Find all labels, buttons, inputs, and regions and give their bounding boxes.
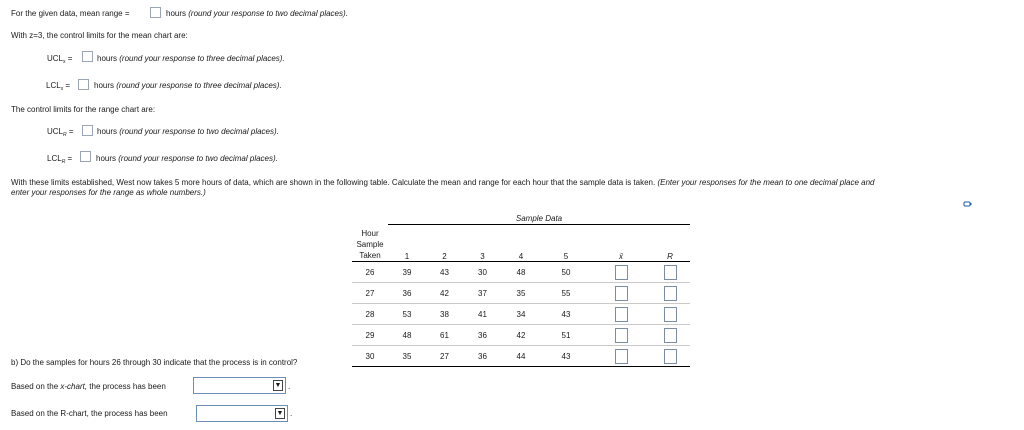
- xbar-header: x̄: [592, 225, 650, 262]
- xbar-input-cell: [592, 262, 650, 283]
- xchart-label: [11, 382, 166, 391]
- xbar-input-26[interactable]: [615, 265, 628, 280]
- mean-range-input[interactable]: [150, 7, 161, 18]
- rchart-dropdown[interactable]: [196, 405, 288, 422]
- rchart-period: .: [290, 409, 293, 418]
- ucl-r-unit: hours: [97, 127, 118, 136]
- sample-data-table: [352, 212, 690, 367]
- ucl-x-text: UCL: [47, 54, 64, 63]
- value-cell: 51: [540, 325, 592, 346]
- col-header-3: 3: [463, 225, 502, 262]
- xbar-input-cell: [592, 283, 650, 304]
- value-cell: 30: [463, 262, 502, 283]
- hour-header-line-1: Hour: [361, 229, 379, 238]
- range-input-29[interactable]: [664, 328, 677, 343]
- hour-header-line-3: Taken: [359, 251, 381, 260]
- range-input-cell: [650, 283, 690, 304]
- table-row: [352, 346, 690, 367]
- col-header-4: 4: [502, 225, 540, 262]
- lcl-x-unit: hours: [94, 81, 115, 90]
- chevron-down-icon[interactable]: ▼: [276, 410, 284, 417]
- value-cell: 43: [540, 304, 592, 325]
- mean-range-note: (round your response to two decimal places).: [188, 9, 348, 18]
- ucl-r-input[interactable]: [82, 125, 93, 136]
- ucl-r-eq: =: [68, 127, 74, 136]
- range-input-30[interactable]: [664, 349, 677, 364]
- ucl-r-suffix: [97, 127, 279, 136]
- xchart-dropdown[interactable]: [193, 377, 286, 394]
- instructions-italic-1: (Enter your responses for the mean to one decimal place and: [657, 178, 875, 187]
- value-cell: 43: [540, 346, 592, 367]
- ucl-x-label: [47, 54, 72, 63]
- lcl-r-input[interactable]: [80, 151, 91, 162]
- ucl-x-sub: x: [63, 59, 66, 65]
- xbar-input-27[interactable]: [615, 286, 628, 301]
- range-header: R: [650, 225, 690, 262]
- instructions-line-1: [11, 178, 874, 187]
- lcl-x-eq: =: [65, 81, 71, 90]
- ucl-r-text: UCL: [47, 127, 64, 136]
- xchart-prefix: Based on the: [11, 382, 59, 391]
- col-header-2: 2: [426, 225, 463, 262]
- value-cell: 39: [388, 262, 426, 283]
- range-input-26[interactable]: [664, 265, 677, 280]
- lcl-r-unit: hours: [96, 154, 117, 163]
- range-input-27[interactable]: [664, 286, 677, 301]
- hour-cell: 26: [352, 262, 388, 283]
- hour-header-line-2: Sample: [356, 240, 384, 249]
- mean-range-suffix: [166, 9, 348, 18]
- value-cell: 38: [426, 304, 463, 325]
- ucl-r-note: (round your response to two decimal places).: [119, 127, 279, 136]
- hour-cell: 28: [352, 304, 388, 325]
- ucl-x-unit: hours: [97, 54, 118, 63]
- lcl-r-label: [47, 154, 72, 163]
- chevron-down-icon[interactable]: ▼: [274, 382, 282, 389]
- range-input-cell: [650, 304, 690, 325]
- value-cell: 53: [388, 304, 426, 325]
- lcl-r-eq: =: [67, 154, 73, 163]
- mean-range-label: For the given data, mean range =: [11, 9, 130, 18]
- value-cell: 48: [388, 325, 426, 346]
- col-header-5: 5: [540, 225, 592, 262]
- ucl-r-sub: R: [63, 132, 67, 138]
- edit-icon[interactable]: [963, 201, 972, 208]
- table-row: [352, 325, 690, 346]
- table-row: [352, 262, 690, 283]
- value-cell: 37: [463, 283, 502, 304]
- range-input-28[interactable]: [664, 307, 677, 322]
- value-cell: 43: [426, 262, 463, 283]
- value-cell: 44: [502, 346, 540, 367]
- table-header-row: [352, 225, 690, 262]
- value-cell: 35: [388, 346, 426, 367]
- value-cell: 55: [540, 283, 592, 304]
- lcl-x-sub: x: [60, 86, 64, 92]
- value-cell: 41: [463, 304, 502, 325]
- xchart-suffix: the process has been: [89, 382, 166, 391]
- lcl-x-text: LCL: [46, 81, 61, 90]
- xbar-input-29[interactable]: [615, 328, 628, 343]
- lcl-r-sub: R: [61, 159, 66, 165]
- ucl-x-eq: =: [67, 54, 73, 63]
- rchart-label: Based on the R-chart, the process has been: [11, 409, 168, 418]
- ucl-x-input[interactable]: [82, 51, 93, 62]
- range-chart-intro: The control limits for the range chart are:: [11, 105, 156, 114]
- lcl-x-label: [46, 81, 70, 90]
- hour-cell: 29: [352, 325, 388, 346]
- part-b-question: b) Do the samples for hours 26 through 30 indicate that the process is in control?: [11, 358, 298, 367]
- range-input-cell: [650, 262, 690, 283]
- value-cell: 36: [463, 346, 502, 367]
- xchart-chart-name: x-chart,: [60, 382, 88, 391]
- ucl-r-label: [47, 127, 74, 136]
- lcl-x-suffix: [94, 81, 282, 90]
- ucl-x-note: (round your response to three decimal places).: [119, 54, 285, 63]
- instructions-italic-2: enter your responses for the range as whole numbers.): [11, 188, 206, 197]
- hour-cell: 30: [352, 346, 388, 367]
- xbar-input-cell: [592, 325, 650, 346]
- range-input-cell: [650, 346, 690, 367]
- value-cell: 42: [426, 283, 463, 304]
- sample-data-title: Sample Data: [388, 212, 690, 225]
- value-cell: 35: [502, 283, 540, 304]
- lcl-x-input[interactable]: [78, 79, 89, 90]
- xbar-input-cell: [592, 346, 650, 367]
- table-row: [352, 283, 690, 304]
- lcl-r-text: LCL: [47, 154, 62, 163]
- xbar-input-28[interactable]: [615, 307, 628, 322]
- xchart-period: .: [288, 382, 291, 391]
- instructions-main: With these limits established, West now takes 5 more hours of data, which are shown in the following table. Calculate the mean and range for each hour that the sample data is taken.: [11, 178, 656, 187]
- value-cell: 42: [502, 325, 540, 346]
- table-row: [352, 304, 690, 325]
- xbar-input-30[interactable]: [615, 349, 628, 364]
- xbar-input-cell: [592, 304, 650, 325]
- mean-chart-intro: With z=3, the control limits for the mean chart are:: [11, 31, 188, 40]
- value-cell: 61: [426, 325, 463, 346]
- value-cell: 36: [388, 283, 426, 304]
- ucl-x-suffix: [97, 54, 285, 63]
- value-cell: 48: [502, 262, 540, 283]
- lcl-x-note: (round your response to three decimal places).: [116, 81, 282, 90]
- hour-cell: 27: [352, 283, 388, 304]
- lcl-r-suffix: [96, 154, 278, 163]
- range-input-cell: [650, 325, 690, 346]
- value-cell: 27: [426, 346, 463, 367]
- col-header-1: 1: [388, 225, 426, 262]
- mean-range-line: [11, 9, 130, 18]
- lcl-r-note: (round your response to two decimal places).: [118, 154, 278, 163]
- value-cell: 50: [540, 262, 592, 283]
- hour-header: [352, 225, 388, 262]
- value-cell: 36: [463, 325, 502, 346]
- mean-range-unit: hours: [166, 9, 187, 18]
- value-cell: 34: [502, 304, 540, 325]
